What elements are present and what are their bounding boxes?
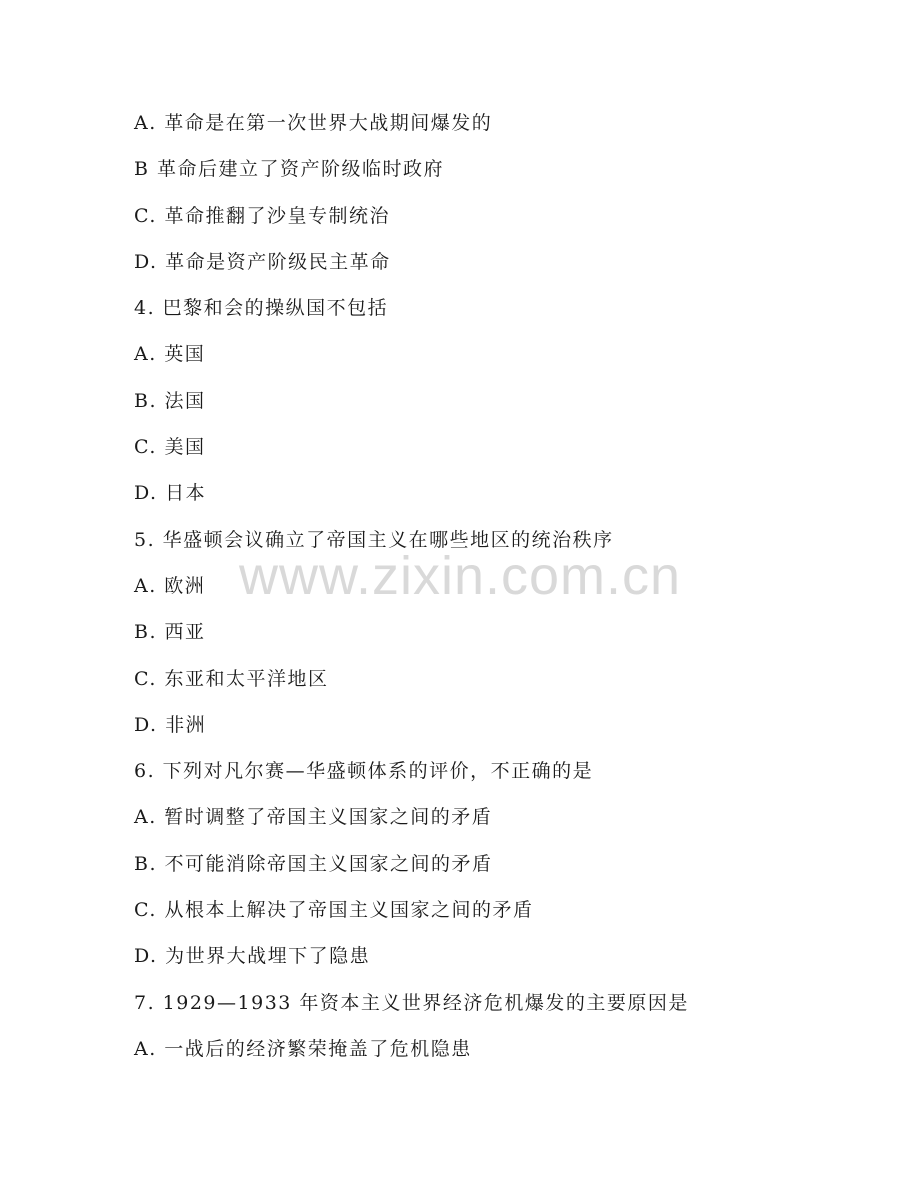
option-a-q6: A. 暂时调整了帝国主义国家之间的矛盾: [134, 806, 493, 829]
option-b-q6: B. 不可能消除帝国主义国家之间的矛盾: [134, 852, 493, 875]
question-6: 6. 下列对凡尔赛—华盛顿体系的评价，不正确的是: [134, 760, 594, 783]
option-a-q3: A. 革命是在第一次世界大战期间爆发的: [134, 112, 493, 134]
option-b-q4: B. 法国: [134, 389, 206, 412]
option-d-q6: D. 为世界大战埋下了隐患: [134, 945, 371, 968]
option-a-q5: A. 欧洲: [134, 574, 206, 597]
question-5: 5. 华盛顿会议确立了帝国主义在哪些地区的统治秩序: [134, 528, 614, 551]
option-b-q3: B 革命后建立了资产阶级临时政府: [134, 158, 445, 181]
document-body: [134, 108, 834, 1080]
option-a-q7: A. 一战后的经济繁荣掩盖了危机隐患: [134, 1037, 472, 1060]
option-b-q5: B. 西亚: [134, 621, 206, 644]
watermark-text: www.zixin.com.cn: [238, 546, 682, 606]
option-c-q4: C. 美国: [134, 436, 206, 459]
option-a-q4: A. 英国: [134, 343, 206, 366]
option-c-q3: C. 革命推翻了沙皇专制统治: [134, 204, 390, 227]
option-c-q6: C. 从根本上解决了帝国主义国家之间的矛盾: [134, 899, 534, 922]
option-d-q5: D. 非洲: [134, 713, 207, 736]
option-d-q3: D. 革命是资产阶级民主革命: [134, 250, 391, 273]
question-4: 4. 巴黎和会的操纵国不包括: [134, 297, 389, 320]
option-d-q4: D. 日本: [134, 482, 207, 505]
option-c-q5: C. 东亚和太平洋地区: [134, 667, 329, 690]
question-7: 7. 1929—1933 年资本主义世界经济危机爆发的主要原因是: [134, 991, 689, 1014]
